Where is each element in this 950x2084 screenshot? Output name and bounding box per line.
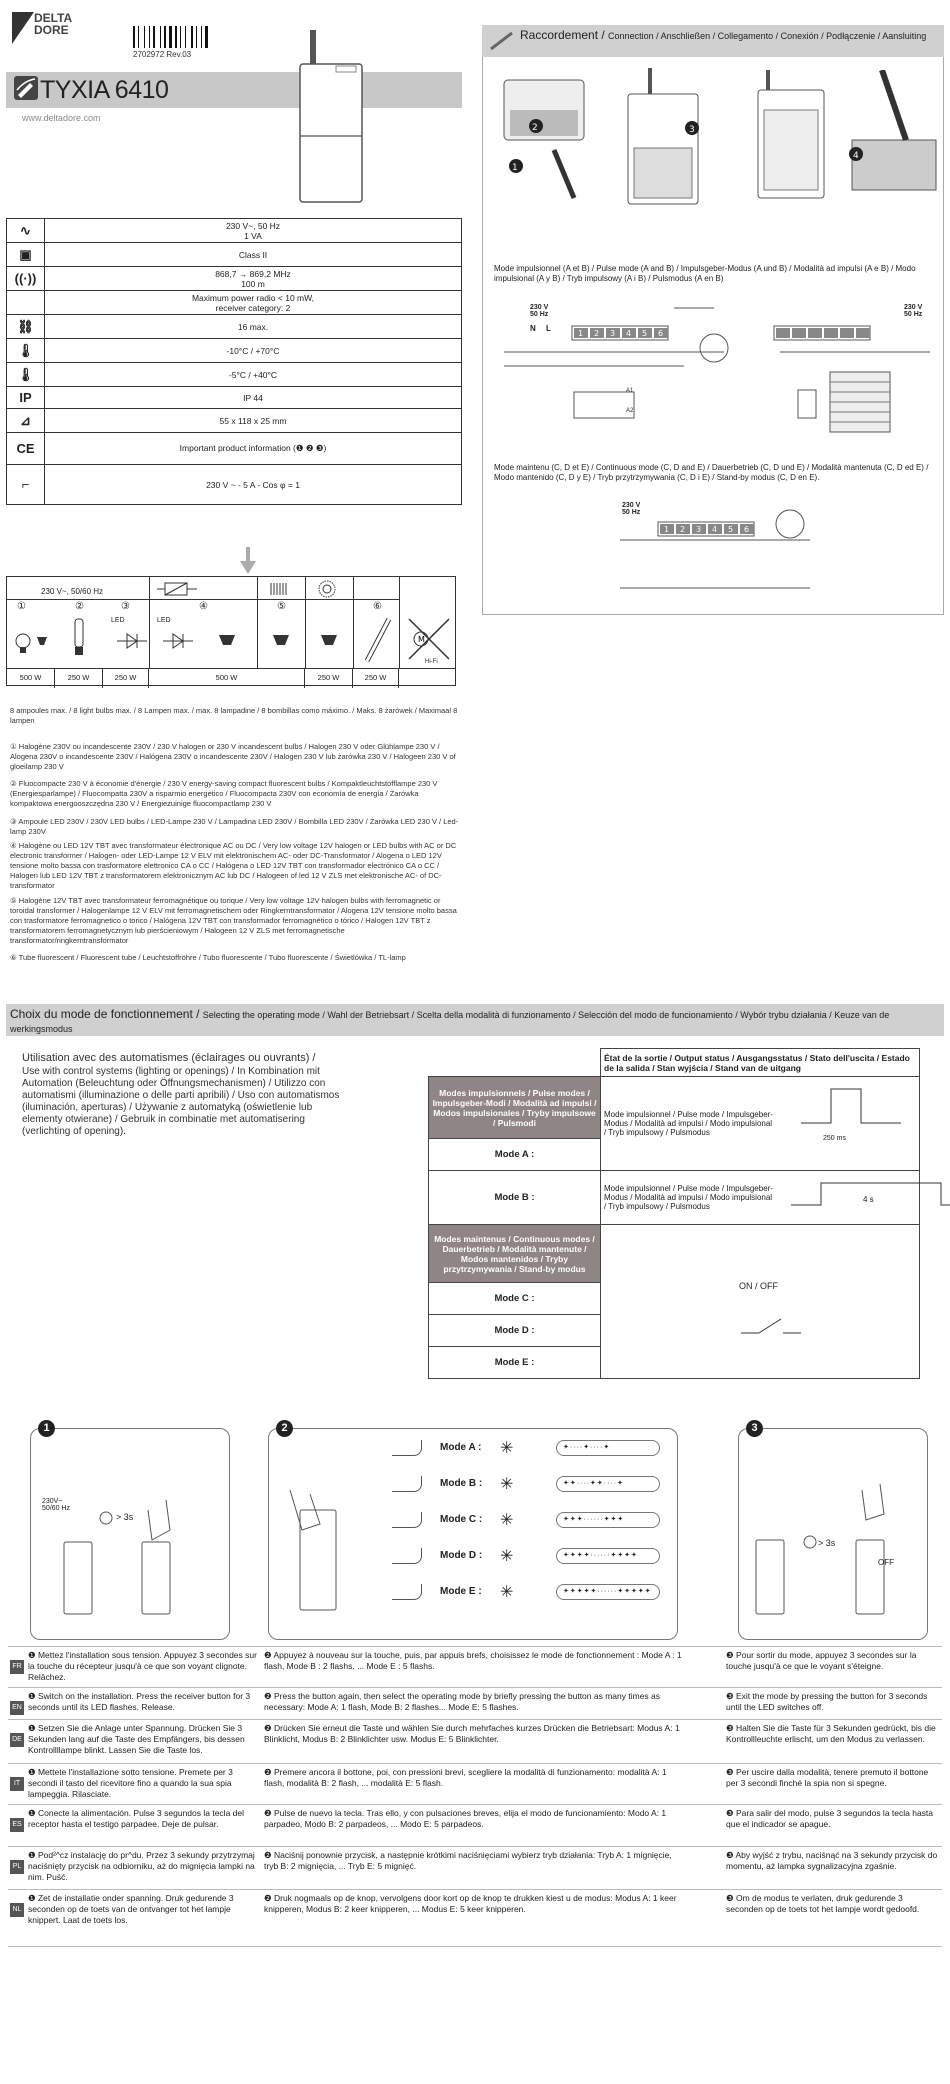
continuous-mode-caption: Mode maintenu (C, D et E) / Continuous mode (C, D and E) / Dauerbetrieb (C, D und E) / Modalità mantenuta (C, D ed E) / Modo mantenido (C, D y E) / Tryb przytrzymywania (C, D i E) / Stand-by modus (C, D en E). <box>494 463 929 482</box>
pulse-a-duration: 250 ms <box>823 1135 846 1142</box>
spec-icon: ((·)) <box>7 267 45 291</box>
mode-a-label[interactable]: Mode A : <box>429 1139 601 1171</box>
svg-text:2: 2 <box>680 525 686 534</box>
arrow-down-icon <box>238 547 258 575</box>
instruction-step-3: ❸ Aby wyjść z trybu, naciśnąć na 3 sekundy przycisk do momentu, aż lampka sygnalizacyjna zgaśnie. <box>726 1850 938 1871</box>
note-load-3: ③ Ampoule LED 230V / 230V LED bulbs / LED-Lampe 230 V / Lampadina LED 230V / Bombilla LED 230V / Żarówka LED 230 V / Led-lamp 230V <box>10 817 459 836</box>
mode-a-output <box>601 1077 920 1171</box>
load-number-1: ① <box>17 601 26 612</box>
step-2-device-illustration <box>280 1490 350 1620</box>
modes-title-sub: Selecting the operating mode / Wahl der Betriebsart / Scelta della modalità di funzionamento / Selección del modo de funcionamiento / Wybór trybu działania / Keuze van de werkingsmodus <box>10 1010 890 1034</box>
instruction-step-3: ❸ Per uscire dalla modalità, tenere premuto il bottone per 3 secondi finché la spia non si spegne. <box>726 1767 929 1788</box>
continuous-modes-group: Modes maintenus / Continuous modes / Dauerbetrieb / Modalità mantenute / Modos mantenidos / Tryby przytrzymywania / Stand-by modus <box>429 1225 601 1283</box>
halogen-12v-ferro-icon <box>271 633 291 649</box>
spec-row <box>7 363 462 387</box>
instruction-separator <box>8 1719 942 1720</box>
spec-value: Maximum power radio < 10 mW, receiver category: 2 <box>45 291 462 315</box>
step-1-supply: 230V~ 50/60 Hz <box>42 1498 71 1512</box>
loads-header: 230 V~, 50/60 Hz <box>41 587 104 596</box>
connection-title <box>520 29 940 42</box>
instruction-step-3: ❸ Exit the mode by pressing the button for 3 seconds until the LED switches off. <box>726 1691 928 1712</box>
pen-logo-icon <box>14 76 38 100</box>
step-2-mode-label: Mode A : <box>440 1442 482 1453</box>
spec-value: 868,7 → 869,2 MHz 100 m <box>45 267 462 291</box>
flash-pattern: ✦✦✦✦✦······✦✦✦✦✦ <box>556 1584 660 1600</box>
instruction-step-1: ❶ Mettez l'installation sous tension. Appuyez 3 secondes sur la touche du récepteur jusqu'à ce que son voyant clignote. Relâchez. <box>28 1650 257 1682</box>
specifications-table <box>6 218 462 505</box>
instruction-step-1: ❶ Pod²^cz instalację do pr^du. Przez 3 sekundy przytrzymaj naciśnięty przycisk na odbiorniku, aż do mignięcia lampki na nim. Puść. <box>28 1850 255 1882</box>
instruction-separator <box>8 1804 942 1805</box>
language-badge: ES <box>10 1818 24 1832</box>
barcode-icon <box>133 26 223 48</box>
mode-c-label[interactable]: Mode C : <box>429 1283 601 1315</box>
a2-label: A2 <box>626 408 634 414</box>
receiver-device-icon <box>296 30 366 205</box>
load-number-5: ⑤ <box>277 601 286 612</box>
pulse-4s-signal-icon <box>791 1179 950 1209</box>
svg-text:1: 1 <box>664 525 670 534</box>
led-label-1: LED <box>111 617 125 624</box>
brand-logo-text <box>34 12 72 36</box>
impulse-mode-caption: Mode impulsionnel (A et B) / Pulse mode (A and B) / Impulsgeber-Modus (A und B) / Modalità ad impulsi (A e B) / Modo impulsional (A y B) / Tryb impulsowy (A i B) / Pulsmodus (A en B) <box>494 264 916 283</box>
spec-icon: ▣ <box>7 243 45 267</box>
spec-row <box>7 267 462 291</box>
step-1-press-illustration <box>60 1470 220 1630</box>
pressing-hand-icon <box>392 1440 422 1456</box>
instruction-step-1: ❶ Switch on the installation. Press the receiver button for 3 seconds until its LED flashes. Release. <box>28 1691 251 1712</box>
n-label-1: N <box>530 324 536 333</box>
supply-label-1: 230 V 50 Hz <box>530 304 549 318</box>
step-2-mode-label: Mode D : <box>440 1550 483 1561</box>
spec-value: 55 x 118 x 25 mm <box>45 409 462 433</box>
spec-value: 230 V~, 50 Hz 1 VA <box>45 219 462 243</box>
spec-icon: ⛓ <box>7 315 45 339</box>
svg-text:4: 4 <box>712 525 718 534</box>
supply-label-3: 230 V 50 Hz <box>622 502 641 516</box>
impulse-wiring-diagram <box>494 300 754 450</box>
step-2-mode-label: Mode B : <box>440 1478 483 1489</box>
load-value-1: 500 W <box>7 669 55 688</box>
continuous-output <box>601 1225 920 1379</box>
a1-label: A1 <box>626 388 634 394</box>
connection-title-sub: Connection / Anschließen / Collegamento / Conexión / Podłączenie / Aansluiting <box>608 31 927 41</box>
mode-d-label[interactable]: Mode D : <box>429 1315 601 1347</box>
load-value-5: 250 W <box>305 669 353 688</box>
mode-b-output <box>601 1171 920 1225</box>
svg-text:3: 3 <box>696 525 702 534</box>
note-load-2: ② Fluocompacte 230 V à économie d'énergie / 230 V energy-saving compact fluorescent bulbs / Kompaktleuchtstofflampe 230 V (Energiesparlampe) / Fluocompatta 230V a risparmio energetico / Fluocompacta 230V con economía de energía / Żarówka kompaktowa energooszczędna 230 V / Energiezuinige fluocompactlamp 230 V <box>10 779 438 808</box>
switch-contact-icon <box>741 1315 801 1339</box>
impulse-modes-group: Modes impulsionnels / Pulse modes / Impulsgeber-Modi / Modalità ad impulsi / Modos impulsionales / Tryby impulsowe / Pulsmodi <box>429 1077 601 1139</box>
instruction-step-1: ❶ Zet de installatie onder spanning. Druk gedurende 3 seconden op de toets van de ontvanger tot het lampje knippert. Laat de toets los. <box>28 1893 234 1925</box>
pressing-hand-icon <box>392 1548 422 1564</box>
svg-text:6: 6 <box>658 329 664 338</box>
spec-row <box>7 219 462 243</box>
spec-icon <box>7 291 45 315</box>
spec-icon: ∿ <box>7 219 45 243</box>
screwdriver-icon <box>488 30 516 52</box>
instruction-step-2: ❷ Appuyez à nouveau sur la touche, puis, par appuis brefs, choisissez le mode de fonctionnement : Mode A : 1 flash, Mode B : 2 flashs, ... Mode E : 5 flashs. <box>264 1650 682 1671</box>
compact-fluorescent-icon <box>69 617 89 661</box>
instruction-step-1: ❶ Setzen Sie die Anlage unter Spannung. Drücken Sie 3 Sekunden lang auf die Taste des Empfängers, bis dessen Kontrollllampe blinkt. Lassen Sie die Taste los. <box>28 1723 245 1755</box>
pulse-desc-a: Mode impulsionnel / Pulse mode / Impulsgeber-Modus / Modalità ad impulsi / Modo impulsional / Tryb impulsowy / Pulsmodus <box>604 1110 773 1137</box>
modes-title-main: Choix du mode de fonctionnement / <box>10 1007 200 1021</box>
pressing-hand-icon <box>392 1584 422 1600</box>
instruction-end-separator <box>8 1946 942 1947</box>
product-title: TYXIA 6410 <box>40 76 169 104</box>
spec-row <box>7 315 462 339</box>
pulse-250ms-signal-icon <box>801 1083 901 1139</box>
instruction-separator <box>8 1646 942 1647</box>
load-number-4: ④ <box>199 601 208 612</box>
led-flash-icon: ✳ <box>500 1584 514 1601</box>
instruction-step-2: ❷ Pulse de nuevo la tecla. Tras ello, y con pulsaciones breves, elija el modo de funcionamiento: Modo A: 1 parpadeo, Modo B: 2 parpadeos, ... Modo E: 5 parpadeos. <box>264 1808 667 1829</box>
halogen-12v-icon <box>217 633 237 649</box>
fluorescent-tube-icon <box>363 615 393 665</box>
led-label-2: LED <box>157 617 171 624</box>
led-diode-icon-12v <box>163 631 193 651</box>
spec-icon: ⊿ <box>7 409 45 433</box>
language-badge: IT <box>10 1777 24 1791</box>
loads-table <box>6 576 456 686</box>
instruction-step-1: ❶ Mettete l'installazione sotto tensione. Premete per 3 secondi il tasto del ricevitore fino a quando la sua spia lampeggia. Rilasciate. <box>28 1767 233 1799</box>
flash-pattern: ✦✦✦······✦✦✦ <box>556 1512 660 1528</box>
spec-row <box>7 465 462 505</box>
instruction-step-3: ❸ Om de modus te verlaten, druk gedurende 3 seconden op de toets tot het lampje wordt gedoofd. <box>726 1893 920 1914</box>
note-load-6: ⑥ Tube fluorescent / Fluorescent tube / Leuchtstoffröhre / Tubo fluorescente / Tubo fluorescente / Świetlówka / TL-lamp <box>10 953 406 962</box>
transformer-icon <box>157 581 197 597</box>
load-value-4: 500 W <box>149 669 305 688</box>
spec-row <box>7 387 462 409</box>
svg-text:2: 2 <box>594 329 600 338</box>
note-load-4: ④ Halogène ou LED 12V TBT avec transformateur électronique AC ou DC / Very low voltage 12V halogen or LED bulbs with AC or DC electronic transformer / Halogen- oder LED-Lampe 12 V ELV mit elektronischem AC- oder DC-Transformator / Alogena o LED 12V tensione molto bassa con trasformatore elettronico CA o CC / Halógena o LED 12V TBT con transformador electrónico CA o CC / Halogen lub LED 12V TBT z transformatorem elektronicznym AC lub DC / Halogeen of led 12 V ZLS met elektronische AC- of DC-transformator <box>10 841 457 890</box>
language-badge: PL <box>10 1860 24 1874</box>
halogen-bulb-icon <box>13 627 49 663</box>
svg-text:5: 5 <box>642 329 648 338</box>
spec-icon: 🌡 <box>7 363 45 387</box>
spec-value: -5°C / +40°C <box>45 363 462 387</box>
spec-row <box>7 243 462 267</box>
spec-row <box>7 339 462 363</box>
halogen-12v-toroid-icon <box>319 633 339 649</box>
automation-intro: Utilisation avec des automatismes (éclairages ou ouvrants) / <box>22 1052 316 1064</box>
instruction-step-3: ❸ Para salir del modo, pulse 3 segundos la tecla hasta que el indicador se apague. <box>726 1808 934 1829</box>
pressing-hand-icon <box>392 1512 422 1528</box>
instruction-step-2: ❷ Drücken Sie erneut die Taste und wählen Sie durch mehrfaches kurzes Drücken die Betriebsart: Modus A: 1 Blinklicht, Modus B: 2 Blinklichter usw. Modus E: 5 Blinklichter. <box>264 1723 680 1744</box>
load-number-3: ③ <box>121 601 130 612</box>
website-link[interactable]: www.deltadore.com <box>22 113 101 123</box>
language-badge: EN <box>10 1701 24 1715</box>
installation-step-back-icon <box>622 68 712 208</box>
step-1-hold: > 3s <box>116 1512 134 1522</box>
supply-label-2: 230 V 50 Hz <box>904 304 923 318</box>
note-max-bulbs: 8 ampoules max. / 8 light bulbs max. / 8 Lampen max. / max. 8 lampadine / 8 bombillas como máximo. / Maks. 8 żarówek / Maximaal 8 lampen <box>10 706 458 725</box>
language-badge: NL <box>10 1903 24 1917</box>
step-1-number: 1 <box>38 1420 55 1437</box>
svg-text:5: 5 <box>728 525 734 534</box>
spec-value: Class II <box>45 243 462 267</box>
spec-row <box>7 409 462 433</box>
mode-b-label[interactable]: Mode B : <box>429 1171 601 1225</box>
load-value-3: 250 W <box>103 669 149 688</box>
instruction-step-2: ❷ Naciśnij ponownie przycisk, a następnie krótkimi naciśnięciami wybierz tryb działania: Tryb A: 1 mignięcie, tryb B: 2 mignięcia, ... Tryb E: 5 mignięć. <box>264 1850 672 1871</box>
step-2-mode-label: Mode C : <box>440 1514 483 1525</box>
svg-text:M: M <box>418 635 425 644</box>
svg-text:3: 3 <box>610 329 616 338</box>
instruction-step-2: ❷ Premere ancora il bottone, poi, con pressioni brevi, scegliere la modalità di funzionamento: modalità A: 1 flash, modalità B: 2 flash, ... modalità E: 5 flash. <box>264 1767 667 1788</box>
instruction-separator <box>8 1846 942 1847</box>
logo-line-1: DELTA <box>34 11 73 25</box>
led-flash-icon: ✳ <box>500 1512 514 1529</box>
svg-text:1: 1 <box>512 163 518 173</box>
instruction-step-3: ❸ Halten Sie die Taste für 3 Sekunden gedrückt, bis die Kontrollleuchte erlischt, um den Modus zu verlassen. <box>726 1723 936 1744</box>
installation-step-front-icon <box>752 70 832 200</box>
svg-text:1: 1 <box>578 329 584 338</box>
language-badge: FR <box>10 1660 24 1674</box>
svg-text:4: 4 <box>853 151 859 161</box>
step-3-hold: > 3s <box>818 1538 836 1548</box>
automation-intro-body: Use with control systems (lighting or openings) / In Kombination mit Automation (Beleuchtung oder Öffnungsmechanismen) / Utilizzo con automatismi (illuminazione o delle parti apribili) / Uso con automatismos (iluminación, aperturas) / Używanie z automatyką (oświetlenie lub elementy otwierane) / Gebruik in combinatie met automatisering (verlichting of opening). <box>22 1066 340 1137</box>
spec-icon: ⌐ <box>7 465 45 505</box>
installation-step-wiring-icon <box>842 70 942 200</box>
instruction-step-3: ❸ Pour sortir du mode, appuyez 3 secondes sur la touche jusqu'à ce que le voyant s'éteigne. <box>726 1650 917 1671</box>
led-flash-icon: ✳ <box>500 1476 514 1493</box>
load-number-6: ⑥ <box>373 601 382 612</box>
shutter-wiring-diagram <box>770 300 940 450</box>
spec-value: -10°C / +70°C <box>45 339 462 363</box>
mode-selection-table <box>428 1048 920 1379</box>
svg-text:6: 6 <box>744 525 750 534</box>
instruction-separator <box>8 1687 942 1688</box>
led-flash-icon: ✳ <box>500 1440 514 1457</box>
load-number-2: ② <box>75 601 84 612</box>
installation-step-open-icon <box>494 70 614 200</box>
toroidal-transformer-icon <box>317 579 337 599</box>
connection-title-main: Raccordement / <box>520 28 605 42</box>
instruction-step-1: ❶ Conecte la alimentación. Pulse 3 segundos la tecla del receptor hasta el testigo parpadee. Deje de pulsar. <box>28 1808 244 1829</box>
svg-text:3: 3 <box>689 125 695 135</box>
flash-pattern: ✦····✦····✦ <box>556 1440 660 1456</box>
pulse-desc-b: Mode impulsionnel / Pulse mode / Impulsgeber-Modus / Modalità ad impulsi / Modo impulsional / Tryb impulsowy / Pulsmodus <box>604 1184 773 1211</box>
spec-icon: 🌡 <box>7 339 45 363</box>
spec-icon: CE <box>7 433 45 465</box>
led-flash-icon: ✳ <box>500 1548 514 1565</box>
logo-line-2: DORE <box>34 23 69 37</box>
mode-e-label[interactable]: Mode E : <box>429 1347 601 1379</box>
led-off-label: OFF <box>878 1558 894 1567</box>
note-load-5: ⑤ Halogène 12V TBT avec transformateur ferromagnétique ou torique / Very low voltage 12V halogen bulbs with ferromagnetic or toroidal transformer / Halogenlampe 12 V ELV mit ferromagnetischem oder Ringkerntransformator / Alogena 12V tensione molto bassa con trasformatore ferromagnetico o torico / Halógena 12V TBT con transformador ferromagnético o tórico / Halogen 12V TBT z transformatorem ferromagnetycznym lub pierścieniowym / Halogeen 12 V ZLS met ferromagnetische transformator/ringkerntransformator <box>10 896 457 945</box>
instruction-separator <box>8 1763 942 1764</box>
spec-icon: IP <box>7 387 45 409</box>
pulse-b-duration: 4 s <box>863 1195 874 1204</box>
on-off-label: ON / OFF <box>739 1281 778 1291</box>
flash-pattern: ✦✦····✦✦····✦ <box>556 1476 660 1492</box>
instruction-step-2: ❷ Druk nogmaals op de knop, vervolgens door kort op de knop te drukken kiest u de modus: Modus A: 1 keer knipperen, Modus B: 2 keer knipperen, ... Modus E: 5 keer knipperen. <box>264 1893 677 1914</box>
step-2-mode-label: Mode E : <box>440 1586 482 1597</box>
pressing-hand-icon <box>392 1476 422 1492</box>
step-3-number: 3 <box>746 1420 763 1437</box>
spec-row <box>7 433 462 465</box>
continuous-wiring-diagram <box>610 500 830 600</box>
ferromagnetic-transformer-icon <box>269 581 293 597</box>
output-status-header: État de la sortie / Output status / Ausgangsstatus / Stato dell'uscita / Estado de la salida / Stan wyjścia / Stand van de uitgang <box>601 1049 920 1077</box>
svg-text:4: 4 <box>626 329 632 338</box>
instruction-step-2: ❷ Press the button again, then select the operating mode by briefly pressing the button as many times as necessary: Mode A: 1 flash, Mode B: 2 flashes... Mode E: 5 flashes. <box>264 1691 661 1712</box>
hifi-label: Hi-Fi <box>425 659 438 665</box>
l-label-1: L <box>546 324 551 333</box>
flash-pattern: ✦✦✦✦······✦✦✦✦ <box>556 1548 660 1564</box>
document-reference: 2702972 Rev.03 <box>133 50 192 59</box>
step-2-number: 2 <box>276 1420 293 1437</box>
spec-value: Important product information (❶ ❷ ❸) <box>45 433 462 465</box>
spec-value: IP 44 <box>45 387 462 409</box>
spec-value: 16 max. <box>45 315 462 339</box>
spec-row <box>7 291 462 315</box>
svg-text:2: 2 <box>532 123 538 133</box>
load-value-2: 250 W <box>55 669 103 688</box>
instruction-separator <box>8 1889 942 1890</box>
spec-value: 230 V ~ - 5 A - Cos φ = 1 <box>45 465 462 505</box>
step-3-press-illustration <box>750 1470 910 1630</box>
load-value-6: 250 W <box>353 669 399 688</box>
modes-title <box>10 1008 940 1036</box>
led-diode-icon <box>117 631 147 651</box>
motor-hifi-forbidden-icon <box>407 617 451 661</box>
language-badge: DE <box>10 1733 24 1747</box>
note-load-1: ① Halogène 230V ou incandescente 230V / 230 V halogen or 230 V incandescent bulbs / Halogen 230 V oder Glühlampe 230 V / Alogena 230V o incandescente 230V / Halógena 230V o incandescente 230V / Halogen 230 V lub żarówka 230 V / Halogeen 230 V of gloeilamp 230 V <box>10 742 456 771</box>
